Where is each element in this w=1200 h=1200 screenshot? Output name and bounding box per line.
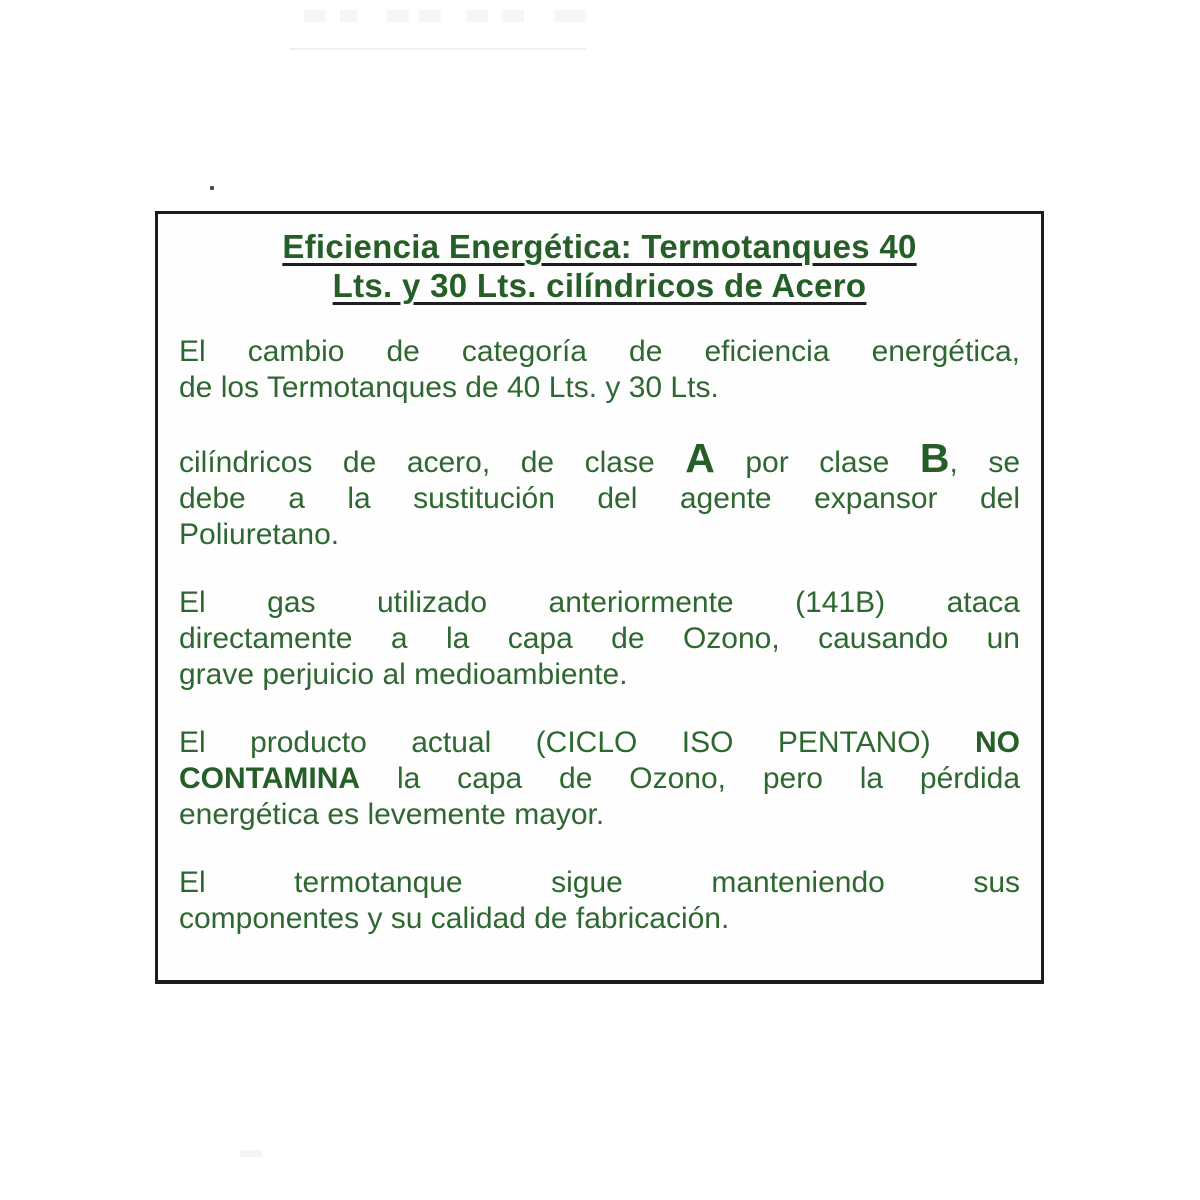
text-segment: por clase (714, 446, 920, 479)
ghost-block-artifact (502, 10, 524, 22)
text-line (179, 657, 1020, 693)
ghost-block-artifact (466, 10, 488, 22)
text-line (179, 585, 1020, 621)
title-line: Lts. y 30 Lts. cilíndricos de Acero (332, 267, 867, 304)
text-line (179, 865, 1020, 901)
paragraph (179, 865, 1020, 937)
text-segment: componentes y su calidad de fabricación. (179, 902, 730, 935)
text-segment: la capa de Ozono, pero la pérdida (360, 762, 1020, 795)
text-segment: grave perjuicio al medioambiente. (179, 658, 628, 691)
text-segment: El gas utilizado anteriormente (141B) ataca (179, 586, 1020, 619)
paragraph (179, 585, 1020, 693)
text-segment: debe a la sustitución del agente expansor del (179, 482, 1020, 515)
text-segment: El cambio de categoría de eficiencia energética, (179, 335, 1020, 368)
text-line (179, 370, 1020, 406)
document-body (179, 334, 1020, 937)
stray-dot-artifact (210, 186, 214, 190)
ghost-block-artifact (554, 10, 586, 22)
text-line (179, 334, 1020, 370)
document-box (155, 211, 1044, 984)
text-line (179, 725, 1020, 761)
title-line: Eficiencia Energética: Termotanques 40 (282, 228, 917, 265)
text-line (179, 797, 1020, 833)
text-segment-big: B (919, 435, 950, 481)
paragraph (179, 334, 1020, 406)
text-segment-bold: CONTAMINA (179, 762, 361, 795)
text-line (179, 517, 1020, 553)
text-line (179, 621, 1020, 657)
text-segment: Poliuretano. (179, 518, 340, 551)
text-segment-big: A (685, 435, 715, 481)
text-segment: directamente a la capa de Ozono, causando un (179, 622, 1020, 655)
paragraph (179, 435, 1021, 553)
text-line (179, 481, 1020, 517)
ghost-line-artifact (290, 48, 586, 50)
text-segment: cilíndricos de acero, de clase (179, 446, 686, 479)
ghost-block-artifact (304, 10, 326, 22)
ghost-block-artifact (340, 10, 357, 22)
text-line (179, 901, 1020, 937)
ghost-block-artifact (387, 10, 409, 22)
text-segment-bold: NO (975, 726, 1020, 759)
text-line (179, 761, 1020, 797)
text-segment: energética es levemente mayor. (179, 798, 605, 831)
ghost-block-artifact (419, 10, 441, 22)
document-title (179, 227, 1020, 305)
paragraph (179, 725, 1020, 833)
text-segment: El termotanque sigue manteniendo sus (179, 866, 1020, 899)
text-line (179, 435, 1021, 481)
text-segment: , se (949, 446, 1021, 479)
text-segment: de los Termotanques de 40 Lts. y 30 Lts. (179, 371, 719, 404)
bottom-mark-artifact (240, 1150, 262, 1157)
text-segment: El producto actual (CICLO ISO PENTANO) (179, 726, 975, 759)
